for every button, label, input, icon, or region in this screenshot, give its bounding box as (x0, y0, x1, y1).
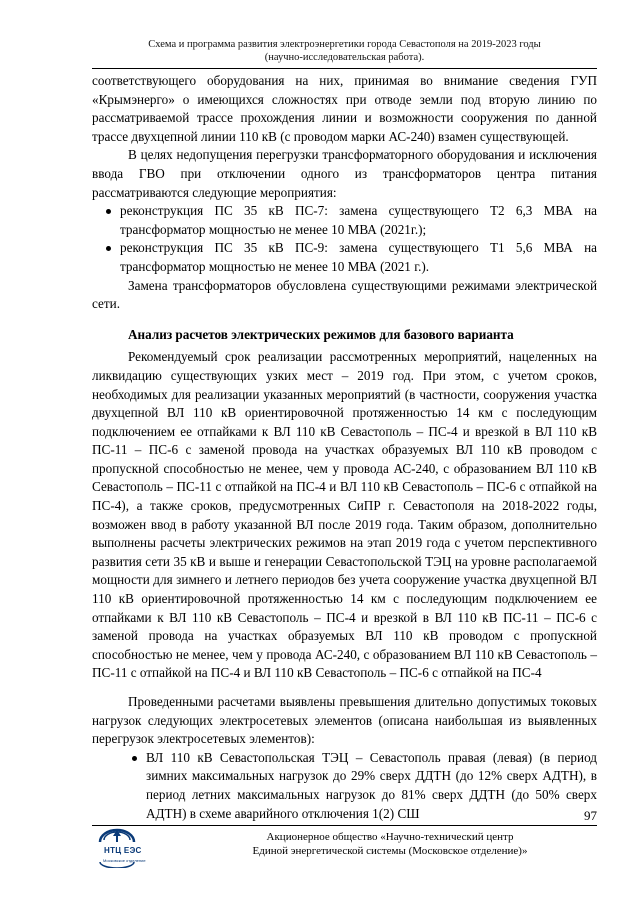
list-item: ВЛ 110 кВ Севастопольская ТЭЦ – Севастополь правая (левая) (в период зимних максимальных нагрузок до 29% сверх ДДТН (до 12% сверх АДТН), в период летних максимальных нагрузок до 81% сверх ДДТН (до 50% сверх АДТН) в схеме аварийного отключения 1(2) СШ (92, 749, 597, 823)
page-header (92, 38, 597, 64)
header-line-1: Схема и программа развития электроэнергетики города Севастополя на 2019-2023 годы (148, 39, 541, 50)
footer-line-2: Единой энергетической системы (Московское отделение)» (252, 845, 528, 857)
overload-list (92, 749, 597, 823)
paragraph-4: Рекомендуемый срок реализации рассмотренных мероприятий, нацеленных на ликвидацию существующих узких мест – 2019 год. При этом, с учетом сроков, необходимых для реализации указанных мероприятий (в частности, сооружения участка двухцепной ВЛ 110 кВ ориентировочной протяженностью 14 км с последующим подключением ее отпайками к ВЛ 110 кВ Севастополь – ПС-4 и врезкой в ВЛ 110 кВ ПС-11 – ПС-6 с заменой провода на участках образуемых ВЛ 110 кВ проводом с пропускной способностью не менее, чем у провода АС-240, с образованием ВЛ 110 кВ Севастополь – ПС-11 с отпайкой на ПС-4 и ВЛ 110 кВ Севастополь – ПС-6 с отпайкой на ПС-4), а также сроков, предусмотренных СиПР г. Севастополя на 2018-2022 годы, возможен ввод в работу указанной ВЛ после 2019 года. Таким образом, дополнительно выполнены расчеты электрических режимов на этап 2019 года с учетом перспективного развития сети 35 кВ и выше и генерации Севастопольской ТЭЦ на уровне располагаемой мощности для зимнего и летнего периодов без учета сооружение участка двухцепной ВЛ 110 кВ ориентировочной протяженностью 14 км с последующим подключением ее отпайками к ВЛ 110 кВ Севастополь – ПС-4 и врезкой в ВЛ 110 кВ ПС-11 – ПС-6 с заменой провода на участках образуемых ВЛ 110 кВ проводом с пропускной способностью не менее, чем у провода АС-240, с образованием ВЛ 110 кВ Севастополь – ПС-11 с отпайкой на ПС-4 и ВЛ 110 кВ Севастополь – ПС-6 с отпайкой на ПС-4 (92, 349, 597, 681)
paragraph-2: В целях недопущения перегрузки трансформаторного оборудования и исключения ввода ГВО при отключении одного из трансформаторов центра питания рассматриваются следующие мероприятия: (92, 147, 597, 200)
page-body (92, 72, 597, 823)
page-number: 97 (584, 808, 597, 823)
list-item: реконструкция ПС 35 кВ ПС-7: замена существующего Т2 6,3 МВА на трансформатор мощностью не менее 10 МВА (2021г.); (92, 202, 597, 239)
footer-line-1: Акционерное общество «Научно-технический центр (266, 831, 514, 843)
measures-list (92, 202, 597, 276)
logo-text: НТЦ ЕЭС (104, 846, 142, 855)
logo-subtext: Московское отделение (103, 858, 146, 863)
list-item: реконструкция ПС 35 кВ ПС-9: замена существующего Т1 5,6 МВА на трансформатор мощностью не менее 10 МВА (2021 г.). (92, 239, 597, 276)
paragraph-1: соответствующего оборудования на них, принимая во внимание сведения ГУП «Крымэнерго» о имеющихся сложностях при отводе земли под вторую линию по рассматриваемой трассе прохождения линии и возможности сооружения по данной трассе двухцепной линии 110 кВ (с проводом марки АС-240) взамен существующей. (92, 73, 597, 144)
paragraph-5: Проведенными расчетами выявлены превышения длительно допустимых токовых нагрузок следующих электросетевых элементов (описана наибольшая из выявленных перегрузок электросетевых элементов): (92, 694, 597, 747)
section-heading: Анализ расчетов электрических режимов для базового варианта (128, 326, 514, 342)
header-divider (92, 68, 597, 69)
page-footer (240, 830, 540, 858)
footer-divider (92, 825, 597, 826)
header-line-2: (научно-исследовательская работа). (264, 52, 425, 63)
paragraph-3: Замена трансформаторов обусловлена существующими режимами электрической сети. (92, 277, 597, 312)
